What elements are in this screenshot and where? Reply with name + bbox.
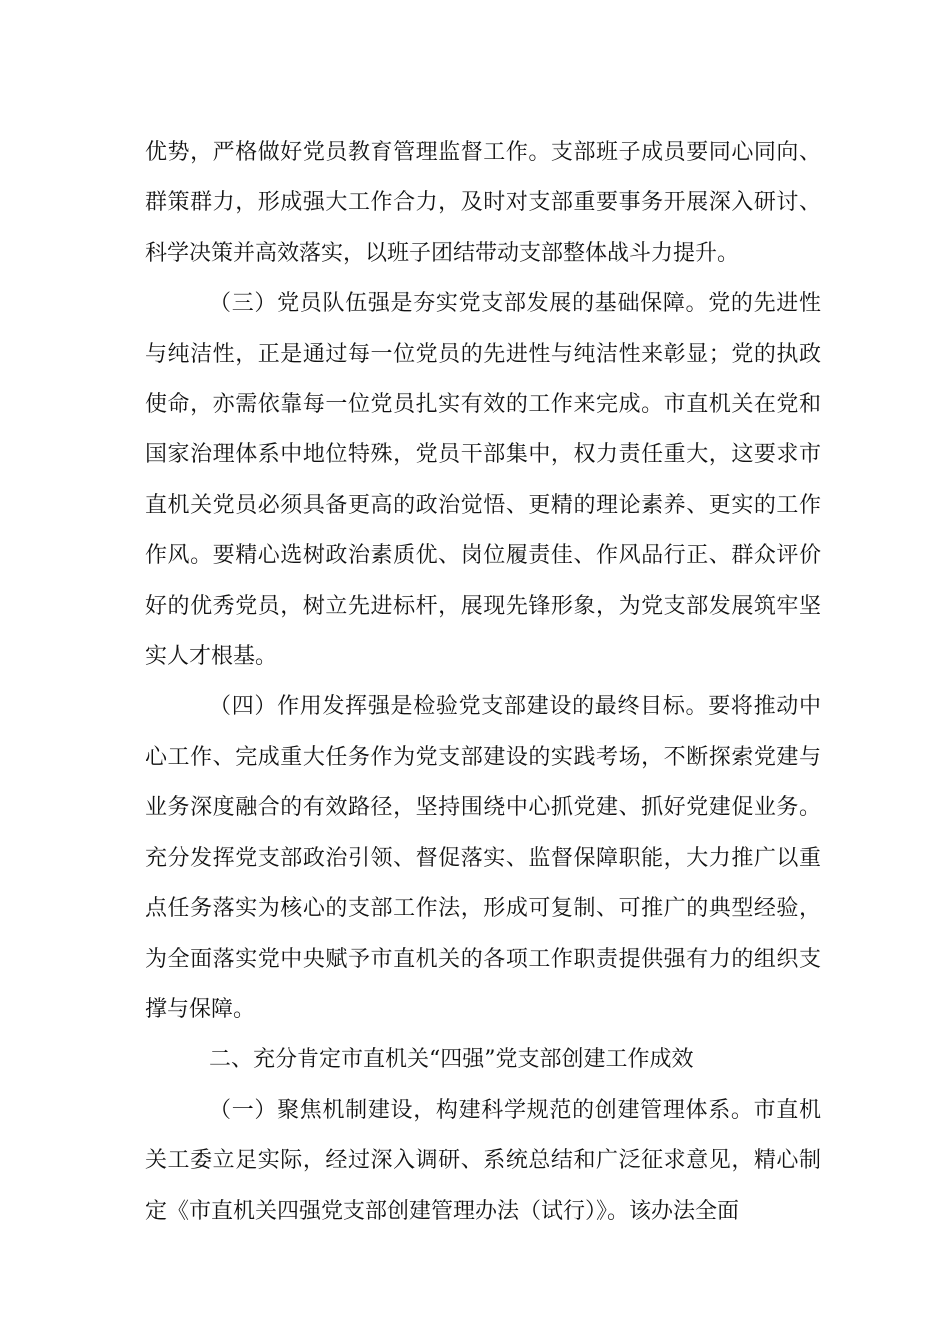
section-heading-two: 二、充分肯定市直机关“四强”党支部创建工作成效 [209, 1047, 694, 1073]
paragraph-subsection-one: （一）聚焦机制建设，构建科学规范的创建管理体系。市直机关工委立足实际，经过深入调研、系统总结和广泛征求意见，精心制定《市直机关四强党支部创建管理办法（试行）》。该办法全面 [145, 1097, 821, 1224]
paragraph-section-three: （三）党员队伍强是夯实党支部发展的基础保障。党的先进性与纯洁性，正是通过每一位党员的先进性与纯洁性来彰显；党的执政使命，亦需依靠每一位党员扎实有效的工作来完成。市直机关在党和国家治理体系中地位特殊，党员干部集中，权力责任重大，这要求市直机关党员必须具备更高的政治觉悟、更精的理论素养、更实的工作作风。要精心选树政治素质优、岗位履责佳、作风品行正、群众评价好的优秀党员，树立先进标杆，展现先锋形象，为党支部发展筑牢坚实人才根基。 [145, 291, 821, 670]
document-body [145, 128, 821, 1237]
paragraph-section-four: （四）作用发挥强是检验党支部建设的最终目标。要将推动中心工作、完成重大任务作为党支部建设的实践考场，不断探索党建与业务深度融合的有效路径，坚持围绕中心抓党建、抓好党建促业务。充分发挥党支部政治引领、督促落实、监督保障职能，大力推广以重点任务落实为核心的支部工作法，形成可复制、可推广的典型经验，为全面落实党中央赋予市直机关的各项工作职责提供强有力的组织支撑与保障。 [145, 694, 821, 1022]
paragraph-continued: 优势，严格做好党员教育管理监督工作。支部班子成员要同心同向、群策群力，形成强大工作合力，及时对支部重要事务开展深入研讨、科学决策并高效落实，以班子团结带动支部整体战斗力提升。 [145, 140, 821, 266]
